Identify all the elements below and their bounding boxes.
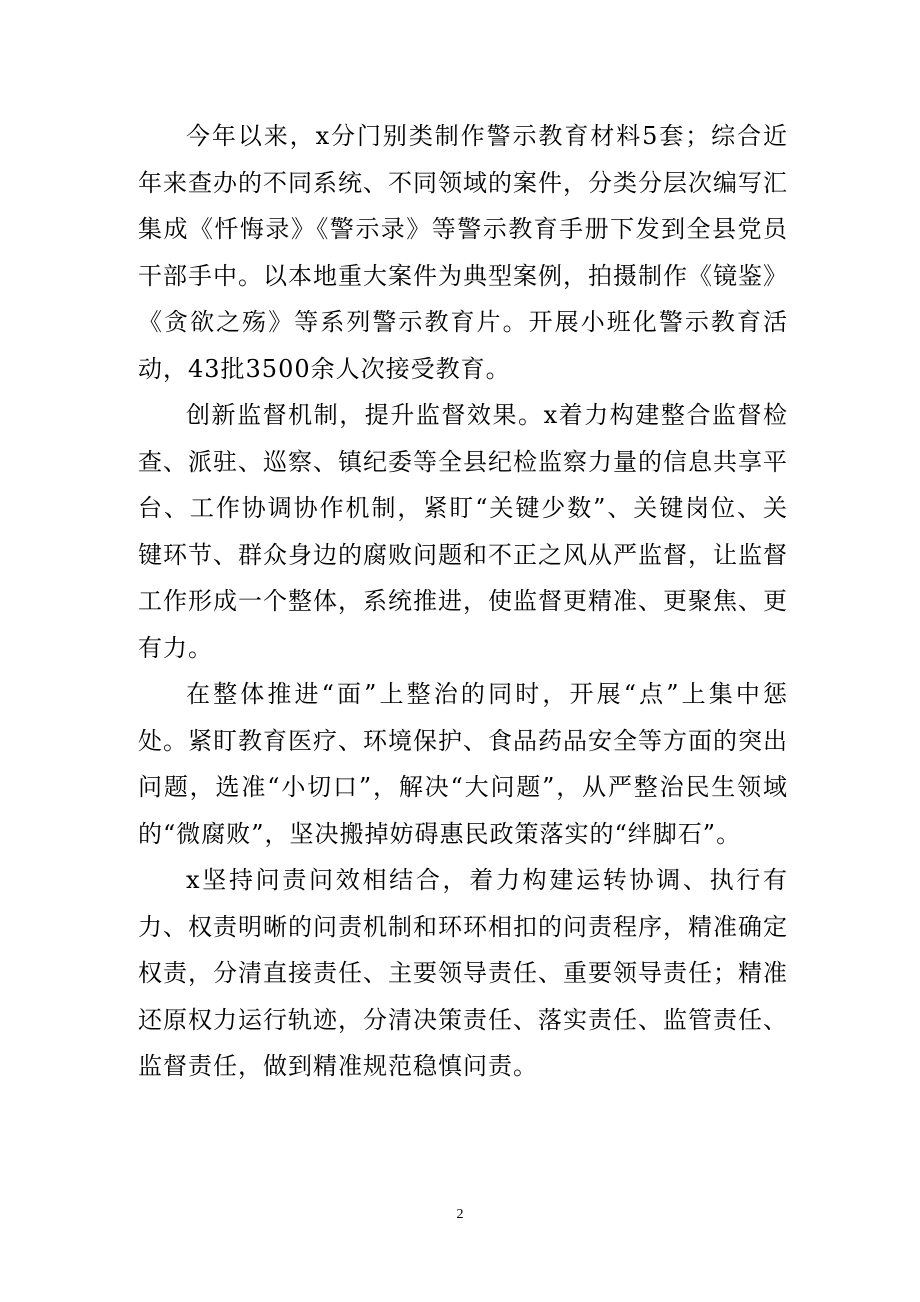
paragraph-accountability: x坚持问责问效相结合，着力构建运转协调、执行有力、权责明晰的问责机制和环环相扣的问责程序，精准确定权责，分清直接责任、主要领导责任、重要领导责任；精准还原权力运行轨迹，分清决策责任、落实责任、监管责任、监督责任，做到精准规范稳慎问责。 xyxy=(138,866,788,1080)
page-number: 2 xyxy=(456,1207,464,1222)
paragraph-warning-education: 今年以来，x分门别类制作警示教育材料5套；综合近年来查办的不同系统、不同领域的案件，分类分层次编写汇集成《忏悔录》《警示录》等警示教育手册下发到全县党员干部手中。以本地重大案件为典型案例，拍摄制作《镜鉴》《贪欲之殇》等系列警示教育片。开展小班化警示教育活动，43批3500余人次接受教育。 xyxy=(138,122,788,383)
paragraph-supervision-mechanism: 创新监督机制，提升监督效果。x着力构建整合监督检查、派驻、巡察、镇纪委等全县纪检监察力量的信息共享平台、工作协调协作机制，紧盯“关键少数”、关键岗位、关键环节、群众身边的腐败问题和不正之风从严监督，让监督工作形成一个整体，系统推进，使监督更精准、更聚焦、更有力。 xyxy=(138,401,788,662)
paragraph-point-rectification: 在整体推进“面”上整治的同时，开展“点”上集中惩处。紧盯教育医疗、环境保护、食品药品安全等方面的突出问题，选准“小切口”，解决“大问题”，从严整治民生领域的“微腐败”，坚决搬掉妨碍惠民政策落实的“绊脚石”。 xyxy=(138,680,788,848)
body-text xyxy=(138,113,788,1090)
